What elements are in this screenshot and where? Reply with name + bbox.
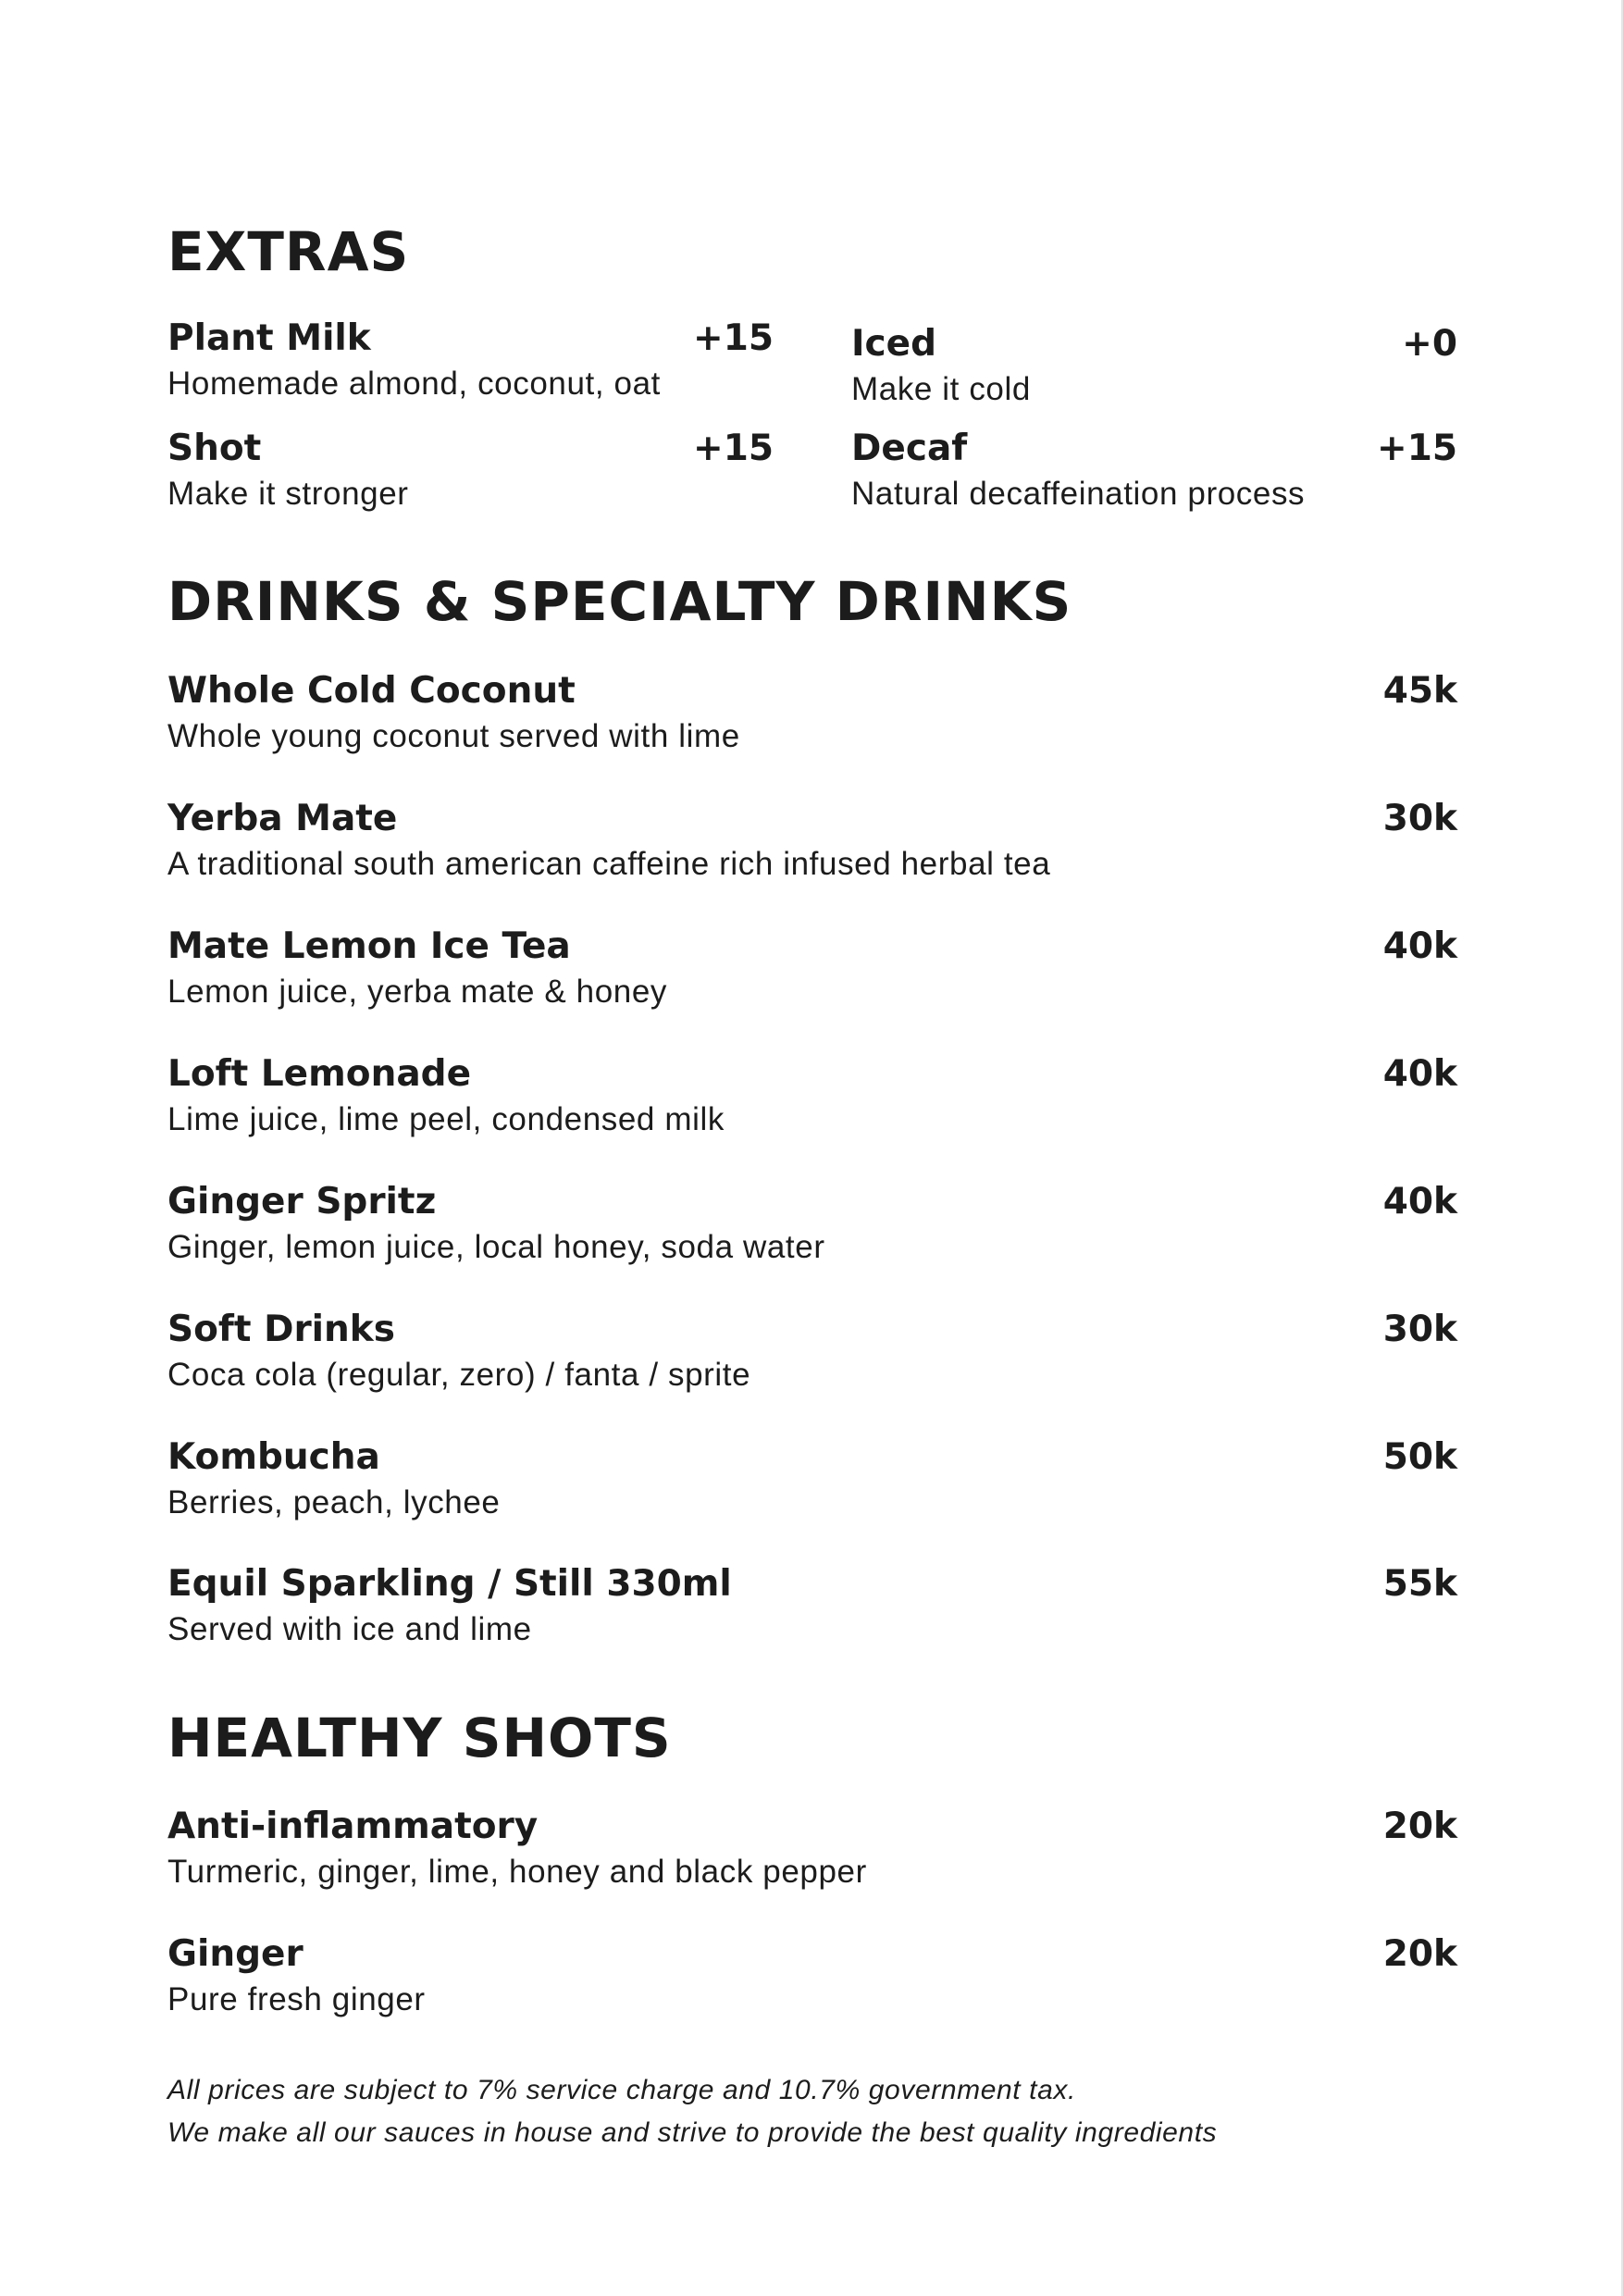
item-price: 40k bbox=[1382, 925, 1457, 967]
extras-item-shot bbox=[167, 430, 774, 510]
item-name: Mate Lemon Ice Tea bbox=[167, 925, 571, 967]
item-description: Make it cold bbox=[851, 371, 1031, 407]
item-price: +15 bbox=[693, 317, 774, 359]
item-name: Kombucha bbox=[167, 1436, 380, 1478]
drinks-item-loft-lemonade bbox=[167, 1053, 1457, 1137]
item-description: Pure fresh ginger bbox=[167, 1981, 426, 2017]
item-name: Ginger Spritz bbox=[167, 1181, 437, 1222]
item-price: 20k bbox=[1382, 1806, 1457, 1847]
item-description: Berries, peach, lychee bbox=[167, 1484, 501, 1520]
drinks-item-equil-water bbox=[167, 1563, 1457, 1647]
extras-item-decaf bbox=[851, 430, 1457, 510]
item-description: Natural decaffeination process bbox=[851, 476, 1306, 512]
extras-item-iced bbox=[851, 323, 1457, 407]
item-name: Shot bbox=[167, 428, 262, 469]
healthy-shots-section-title: HEALTHY SHOTS bbox=[167, 1706, 672, 1769]
item-price: 30k bbox=[1382, 798, 1457, 839]
item-description: Coca cola (regular, zero) / fanta / sprite bbox=[167, 1357, 751, 1393]
shots-item-ginger bbox=[167, 1933, 1457, 2017]
extras-item-plant-milk bbox=[167, 317, 774, 402]
item-description: Make it stronger bbox=[167, 476, 409, 512]
item-name: Decaf bbox=[851, 428, 968, 469]
item-name: Plant Milk bbox=[167, 317, 371, 359]
drinks-item-yerba-mate bbox=[167, 800, 1457, 880]
footer-tax-note: All prices are subject to 7% service charge and 10.7% government tax. bbox=[167, 2075, 1076, 2105]
item-name: Anti-inflammatory bbox=[167, 1806, 539, 1847]
footer-quality-note: We make all our sauces in house and strive to provide the best quality ingredients bbox=[167, 2117, 1218, 2148]
drinks-item-whole-cold-coconut bbox=[167, 670, 1457, 754]
item-name: Iced bbox=[851, 323, 936, 365]
item-price: 55k bbox=[1382, 1563, 1457, 1605]
item-price: 30k bbox=[1382, 1309, 1457, 1350]
drinks-section-title: DRINKS & SPECIALTY DRINKS bbox=[167, 570, 1072, 633]
item-price: 40k bbox=[1382, 1053, 1457, 1095]
item-price: 20k bbox=[1382, 1933, 1457, 1975]
drinks-item-ginger-spritz bbox=[167, 1181, 1457, 1265]
item-description: Ginger, lemon juice, local honey, soda water bbox=[167, 1229, 825, 1265]
item-name: Equil Sparkling / Still 330ml bbox=[167, 1563, 732, 1605]
item-price: +15 bbox=[693, 428, 774, 469]
item-description: Lime juice, lime peel, condensed milk bbox=[167, 1101, 725, 1137]
extras-section-title: EXTRAS bbox=[167, 220, 410, 283]
drinks-item-mate-lemon-ice-tea bbox=[167, 925, 1457, 1010]
item-price: +15 bbox=[1377, 428, 1457, 469]
drinks-item-soft-drinks bbox=[167, 1311, 1457, 1391]
item-description: A traditional south american caffeine rich infused herbal tea bbox=[167, 846, 1051, 882]
item-description: Served with ice and lime bbox=[167, 1611, 532, 1647]
item-description: Whole young coconut served with lime bbox=[167, 718, 740, 754]
item-description: Turmeric, ginger, lime, honey and black pepper bbox=[167, 1854, 867, 1890]
shots-item-anti-inflammatory bbox=[167, 1808, 1457, 1888]
item-description: Homemade almond, coconut, oat bbox=[167, 366, 661, 402]
item-price: 50k bbox=[1382, 1436, 1457, 1478]
item-name: Yerba Mate bbox=[167, 798, 398, 839]
item-name: Soft Drinks bbox=[167, 1309, 395, 1350]
item-name: Whole Cold Coconut bbox=[167, 670, 576, 712]
item-price: 40k bbox=[1382, 1181, 1457, 1222]
item-price: 45k bbox=[1382, 670, 1457, 712]
item-name: Ginger bbox=[167, 1933, 304, 1975]
item-description: Lemon juice, yerba mate & honey bbox=[167, 974, 668, 1010]
item-name: Loft Lemonade bbox=[167, 1053, 472, 1095]
item-price: +0 bbox=[1402, 323, 1457, 365]
drinks-item-kombucha bbox=[167, 1436, 1457, 1520]
